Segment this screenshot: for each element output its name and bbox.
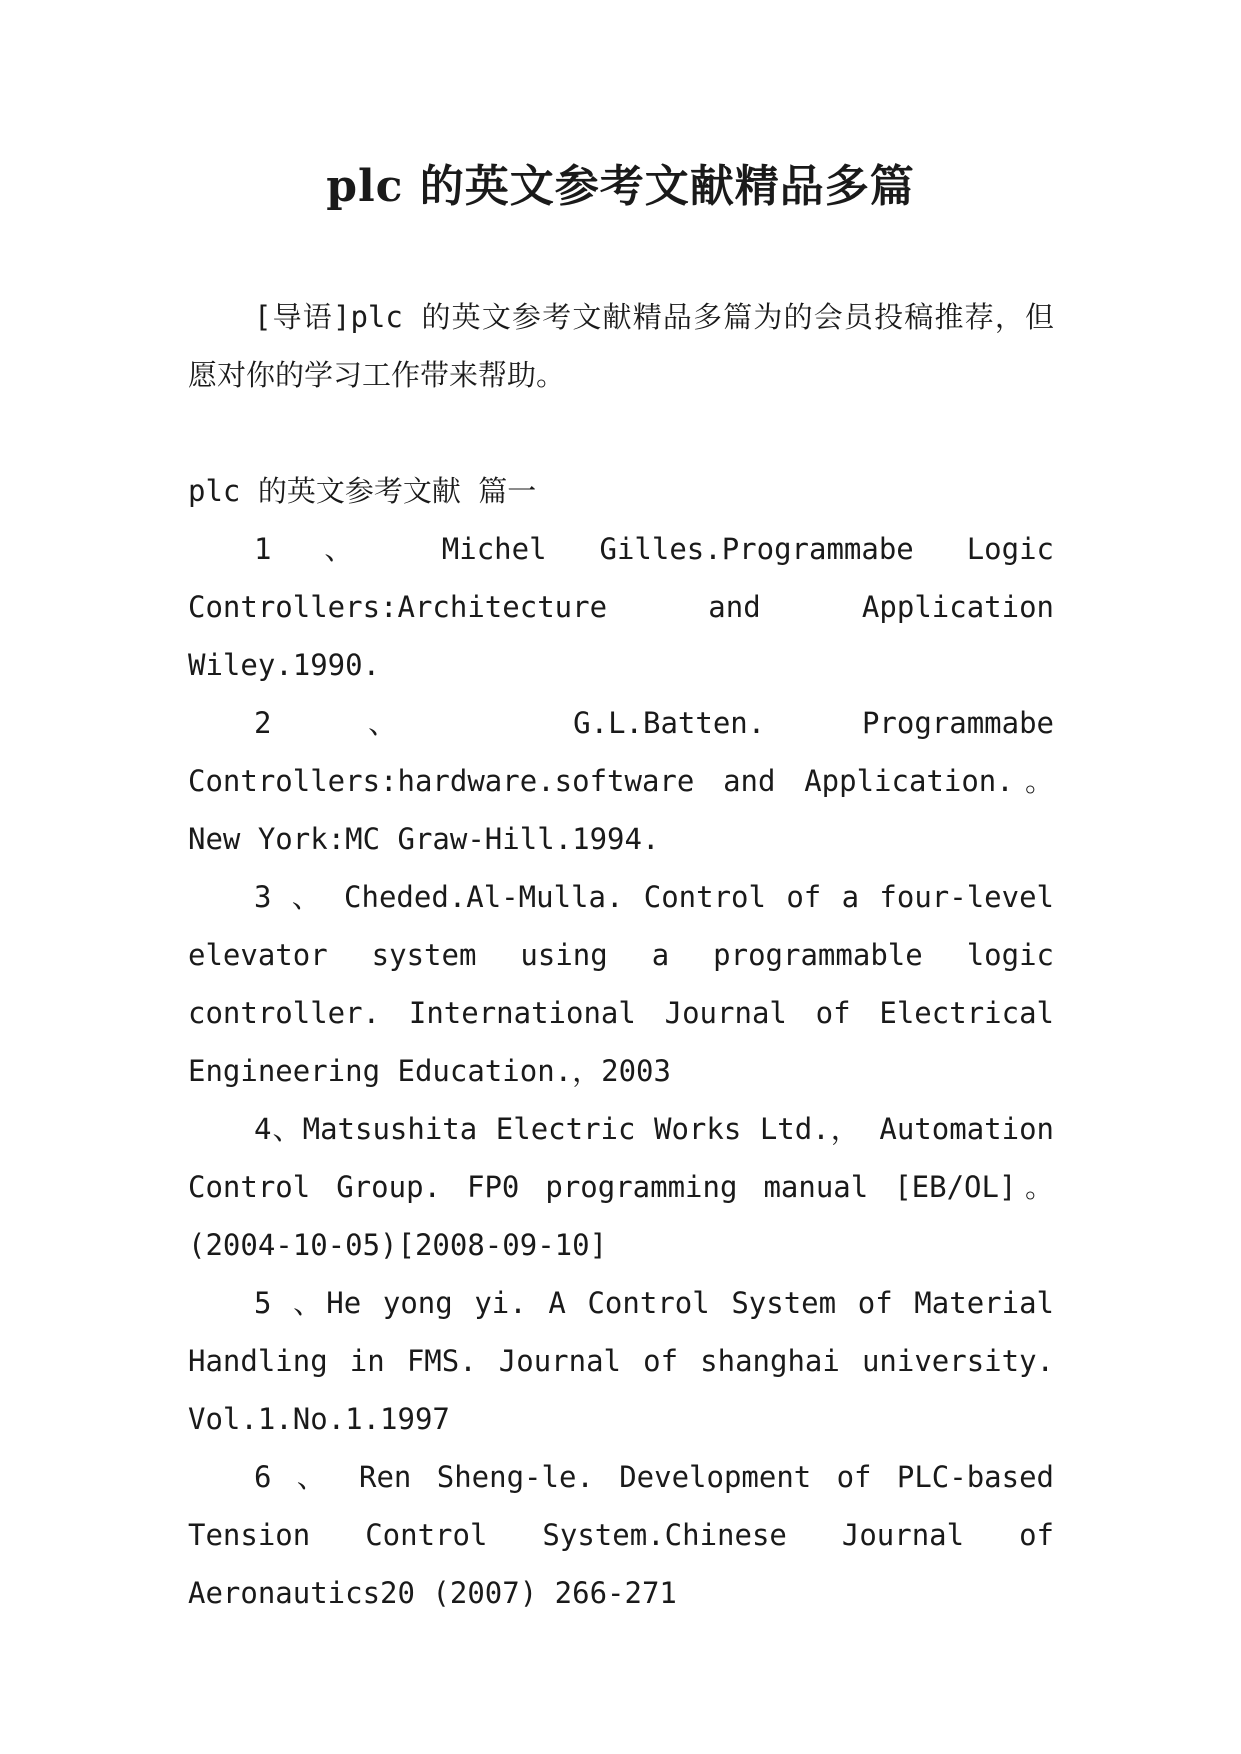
reference-item: 2 、 G.L.Batten. Programmabe Controllers:hardware.software and Application.。New York:MC Graw-Hill.1994. (188, 706, 1054, 856)
document-title: plc 的英文参考文献精品多篇 (326, 161, 915, 212)
reference-item: 3 、 Cheded.Al-Mulla. Control of a four-level elevator system using a programmable logic controller. International Journal of Electrical Engineering Education.，2003 (188, 880, 1054, 1088)
section-heading: plc 的英文参考文献 篇一 (188, 474, 537, 508)
reference-item: 4、Matsushita Electric Works Ltd.， Automation Control Group. FP0 programming manual [EB/OL]。(2004-10-05)[2008-09-10] (188, 1112, 1054, 1262)
reference-item: 6 、 Ren Sheng-le. Development of PLC-based Tension Control System.Chinese Journal of Aeronautics20 (2007) 266-271 (188, 1460, 1054, 1610)
reference-item: 1 、 Michel Gilles.Programmabe Logic Controllers:Architecture and Application Wiley.1990. (188, 532, 1054, 682)
reference-item: 5 、He yong yi. A Control System of Material Handling in FMS. Journal of shanghai university. Vol.1.No.1.1997 (188, 1286, 1054, 1436)
intro-paragraph: [导语]plc 的英文参考文献精品多篇为的会员投稿推荐，但愿对你的学习工作带来帮助。 (188, 300, 1054, 392)
reference-list (188, 520, 1054, 1622)
